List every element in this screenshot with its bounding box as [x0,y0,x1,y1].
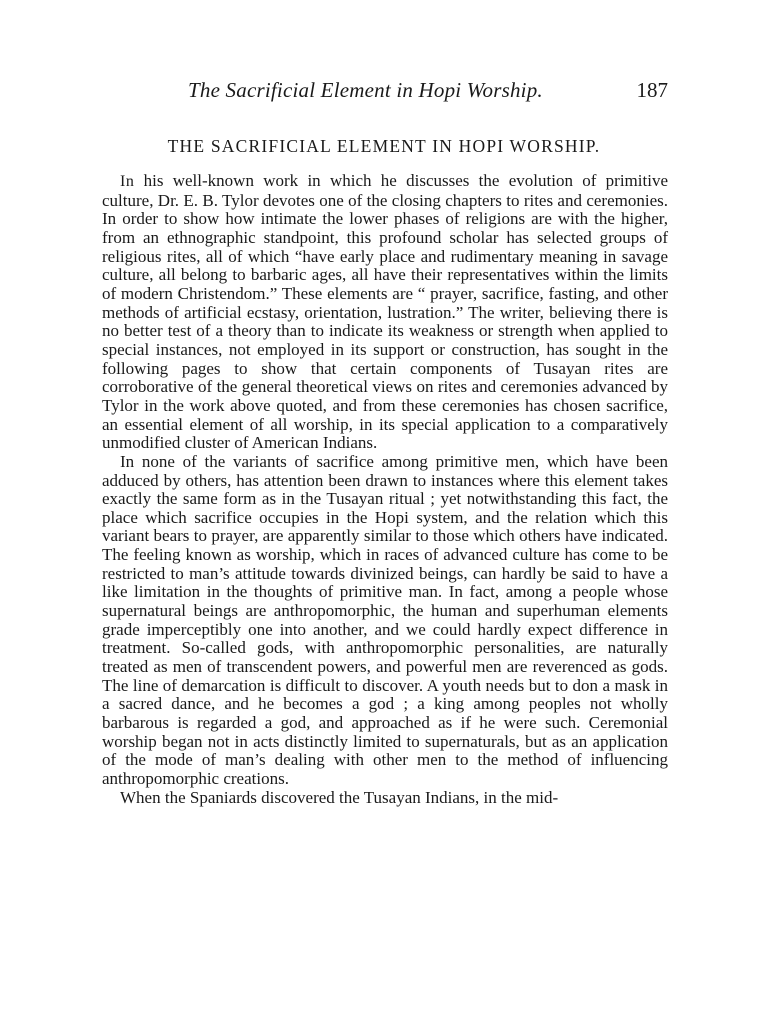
running-head [102,78,668,108]
paragraph-3 [102,789,668,808]
paragraph-text: his well-known work in which he discusses the evolution of primitive culture, Dr. E. B. Tylor devotes one of the closing chapters to rites and ceremonies. In order to show how intimate the lower phases of religions are with the higher, from an ethnographic standpoint, this profound scholar has selected groups of religious rites, all of which “have early place and rudimentary meaning in savage culture, all belong to barbaric ages, all have their representatives within the limits of modern Christendom.” These elements are “ prayer, sacrifice, fasting, and other methods of artificial ecstasy, orientation, lustration.” The writer, believing there is no better test of a theory than to indicate its weakness or strength when applied to special instances, not employed in its support or construction, has sought in the following pages to show that certain components of Tusayan rites are corroborative of the general theoretical views on rites and ceremonies advanced by Tylor in the work above quoted, and from these ceremonies has chosen sacrifice, an essential element of all worship, in its special application to a comparatively unmodified cluster of American Indians. [102,171,668,453]
paragraph-2 [102,453,668,789]
body-text [102,172,668,807]
paragraph-text: In none of the variants of sacrifice among primitive men, which have been adduced by others, has attention been drawn to instances where this element takes exactly the same form as in the Tusayan ritual ; yet notwithstanding this fact, the place which sacrifice occupies in the Hopi system, and the relation which this variant bears to prayer, are apparently similar to those which others have indicated. The feeling known as worship, which in races of advanced culture has come to be restricted to man’s attitude towards divinized beings, can hardly be said to have a like limitation in the thoughts of primitive man. In fact, among a people whose supernatural beings are anthropomorphic, the human and superhuman elements grade imperceptibly one into another, and we could hardly expect difference in treatment. So-called gods, with anthropomorphic personalities, are naturally treated as men of transcendent powers, and powerful men are reverenced as gods. The line of demarcation is difficult to discover. A youth needs but to don a mask in a sacred dance, and he becomes a god ; a king among peoples not wholly barbarous is regarded a god, and approached as if he were such. Ceremonial worship began not in acts distinctly limited to supernaturals, but as an application of the mode of man’s dealing with other men to the method of influencing anthropomorphic creations. [102,451,668,788]
paragraph-text: When the Spaniards discovered the Tusayan Indians, in the mid- [120,787,559,807]
chapter-title: THE SACRIFICIAL ELEMENT IN HOPI WORSHIP. [167,136,601,156]
lead-word: In [120,173,135,190]
paragraph-1 [102,172,668,453]
page-number: 187 [636,78,668,102]
running-title: The Sacrificial Element in Hopi Worship. [188,78,543,102]
